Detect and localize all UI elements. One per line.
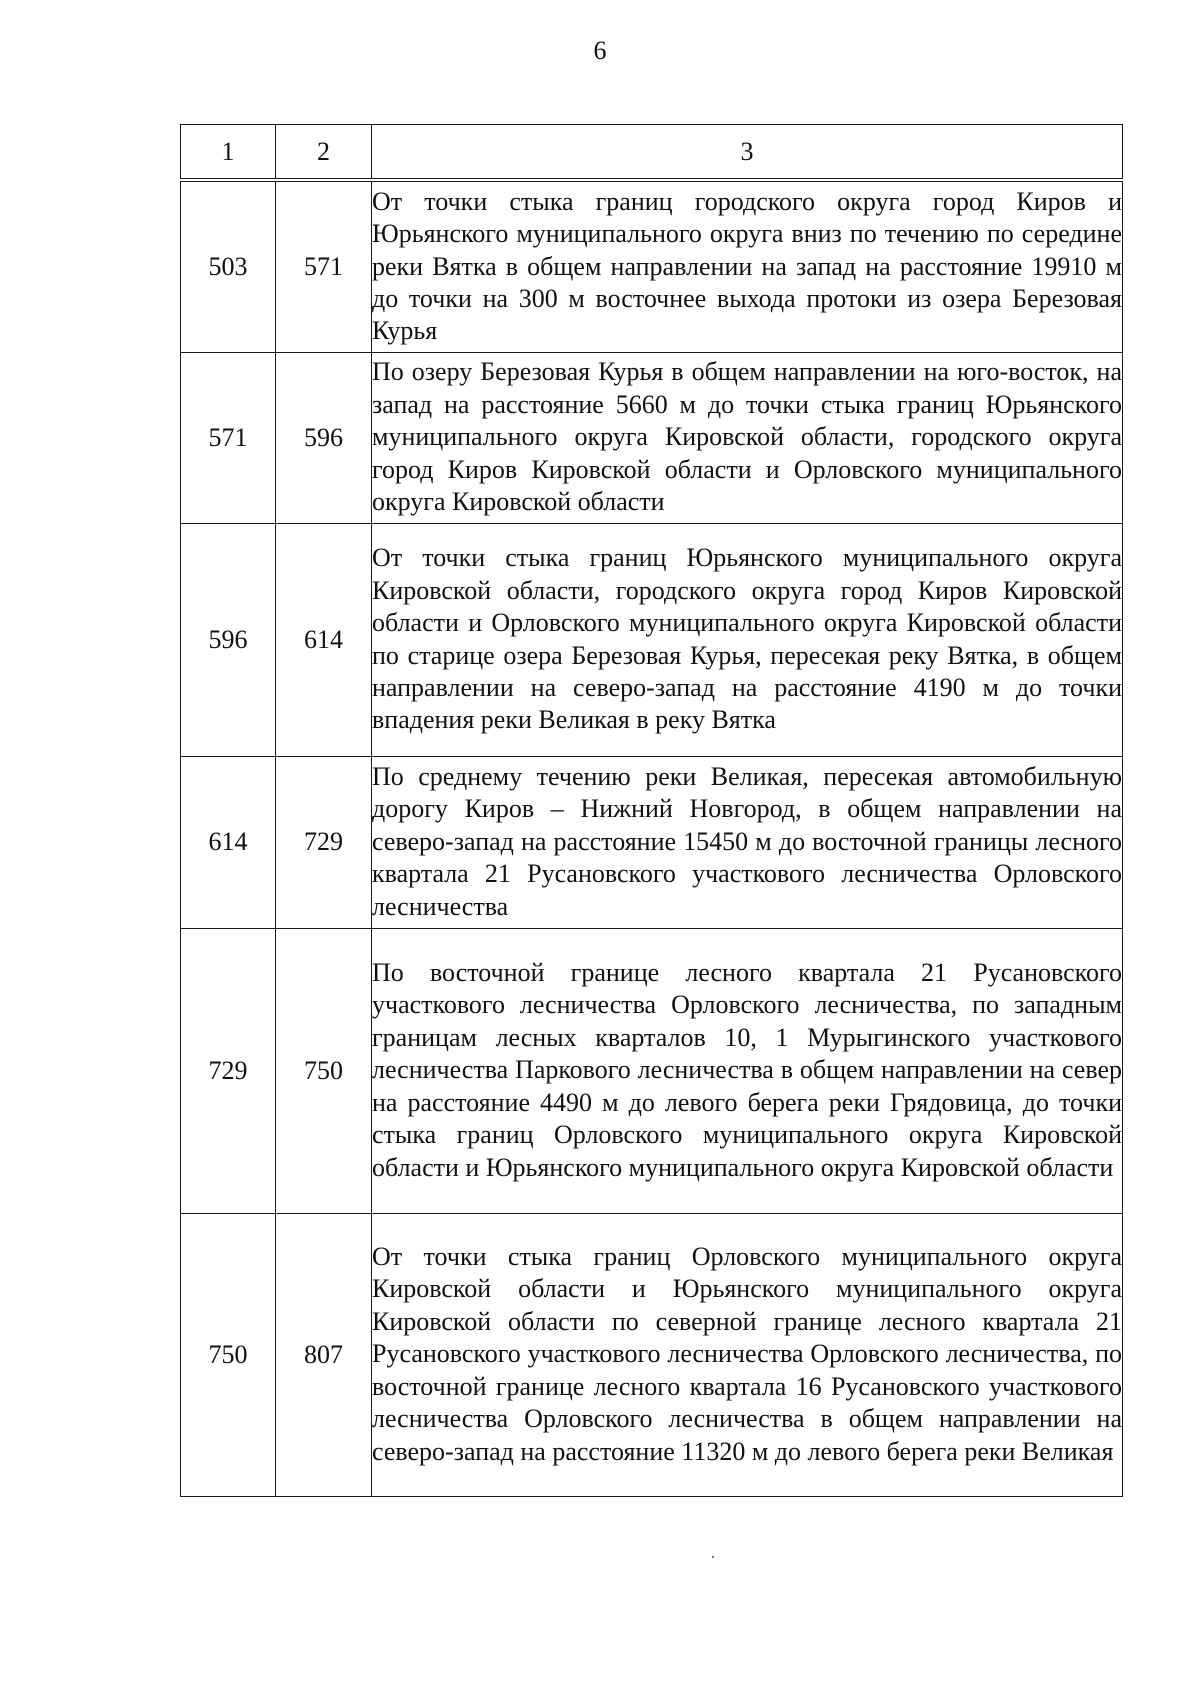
- boundary-description-cell: По восточной границе лесного квартала 21 Русановского участкового лесничества Орловского лесничества, по западным границам лесных кварталов 10, 1 Мурыгинского участкового лесничества Паркового лесничества в общем направлении на север на расстояние 4490 м до левого берега реки Грядовица, до точки стыка границ Орловского муниципального округа Кировской области и Юрьянского муниципального округа Кировской области: [372, 928, 1123, 1213]
- page-number: 6: [593, 36, 607, 65]
- from-point-cell: 729: [181, 928, 276, 1213]
- to-point-cell: 596: [276, 352, 372, 523]
- table-row: [181, 1213, 1123, 1496]
- to-point-cell: 729: [276, 756, 372, 928]
- from-point-cell: 596: [181, 523, 276, 756]
- boundary-description-cell: По озеру Березовая Курья в общем направлении на юго-восток, на запад на расстояние 5660 м до точки стыка границ Юрьянского муниципального округа Кировской области, городского округа город Киров Кировской области и Орловского муниципального округа Кировской области: [372, 352, 1123, 523]
- table-row: [181, 928, 1123, 1213]
- to-point-cell: 614: [276, 523, 372, 756]
- scan-speck: [712, 1556, 714, 1558]
- table-row: [181, 523, 1123, 756]
- table-row: [181, 756, 1123, 928]
- to-point-cell: 750: [276, 928, 372, 1213]
- table-row: [181, 180, 1123, 352]
- table-header-row: [181, 125, 1123, 181]
- column-header-1: 1: [181, 125, 276, 181]
- boundary-description-cell: От точки стыка границ Юрьянского муниципального округа Кировской области, городского округа город Киров Кировской области и Орловского муниципального округа Кировской области по старице озера Березовая Курья, пересекая реку Вятка, в общем направлении на северо-запад на расстояние 4190 м до точки впадения реки Великая в реку Вятка: [372, 523, 1123, 756]
- boundary-description-cell: По среднему течению реки Великая, пересекая автомобильную дорогу Киров – Нижний Новгород, в общем направлении на северо-запад на расстояние 15450 м до восточной границы лесного квартала 21 Русановского участкового лесничества Орловского лесничества: [372, 756, 1123, 928]
- column-header-2: 2: [276, 125, 372, 181]
- column-header-3: 3: [372, 125, 1123, 181]
- from-point-cell: 571: [181, 352, 276, 523]
- from-point-cell: 503: [181, 180, 276, 352]
- from-point-cell: 750: [181, 1213, 276, 1496]
- to-point-cell: 807: [276, 1213, 372, 1496]
- boundary-description-table: [180, 124, 1123, 1497]
- boundary-description-cell: От точки стыка границ городского округа город Киров и Юрьянского муниципального округа вниз по течению по середине реки Вятка в общем направлении на запад на расстояние 19910 м до точки на 300 м восточнее выхода протоки из озера Березовая Курья: [372, 180, 1123, 352]
- from-point-cell: 614: [181, 756, 276, 928]
- boundary-description-cell: От точки стыка границ Орловского муниципального округа Кировской области и Юрьянского муниципального округа Кировской области по северной границе лесного квартала 21 Русановского участкового лесничества Орловского лесничества, по восточной границе лесного квартала 16 Русановского участкового лесничества Орловского лесничества в общем направлении на северо-запад на расстояние 11320 м до левого берега реки Великая: [372, 1213, 1123, 1496]
- table-row: [181, 352, 1123, 523]
- to-point-cell: 571: [276, 180, 372, 352]
